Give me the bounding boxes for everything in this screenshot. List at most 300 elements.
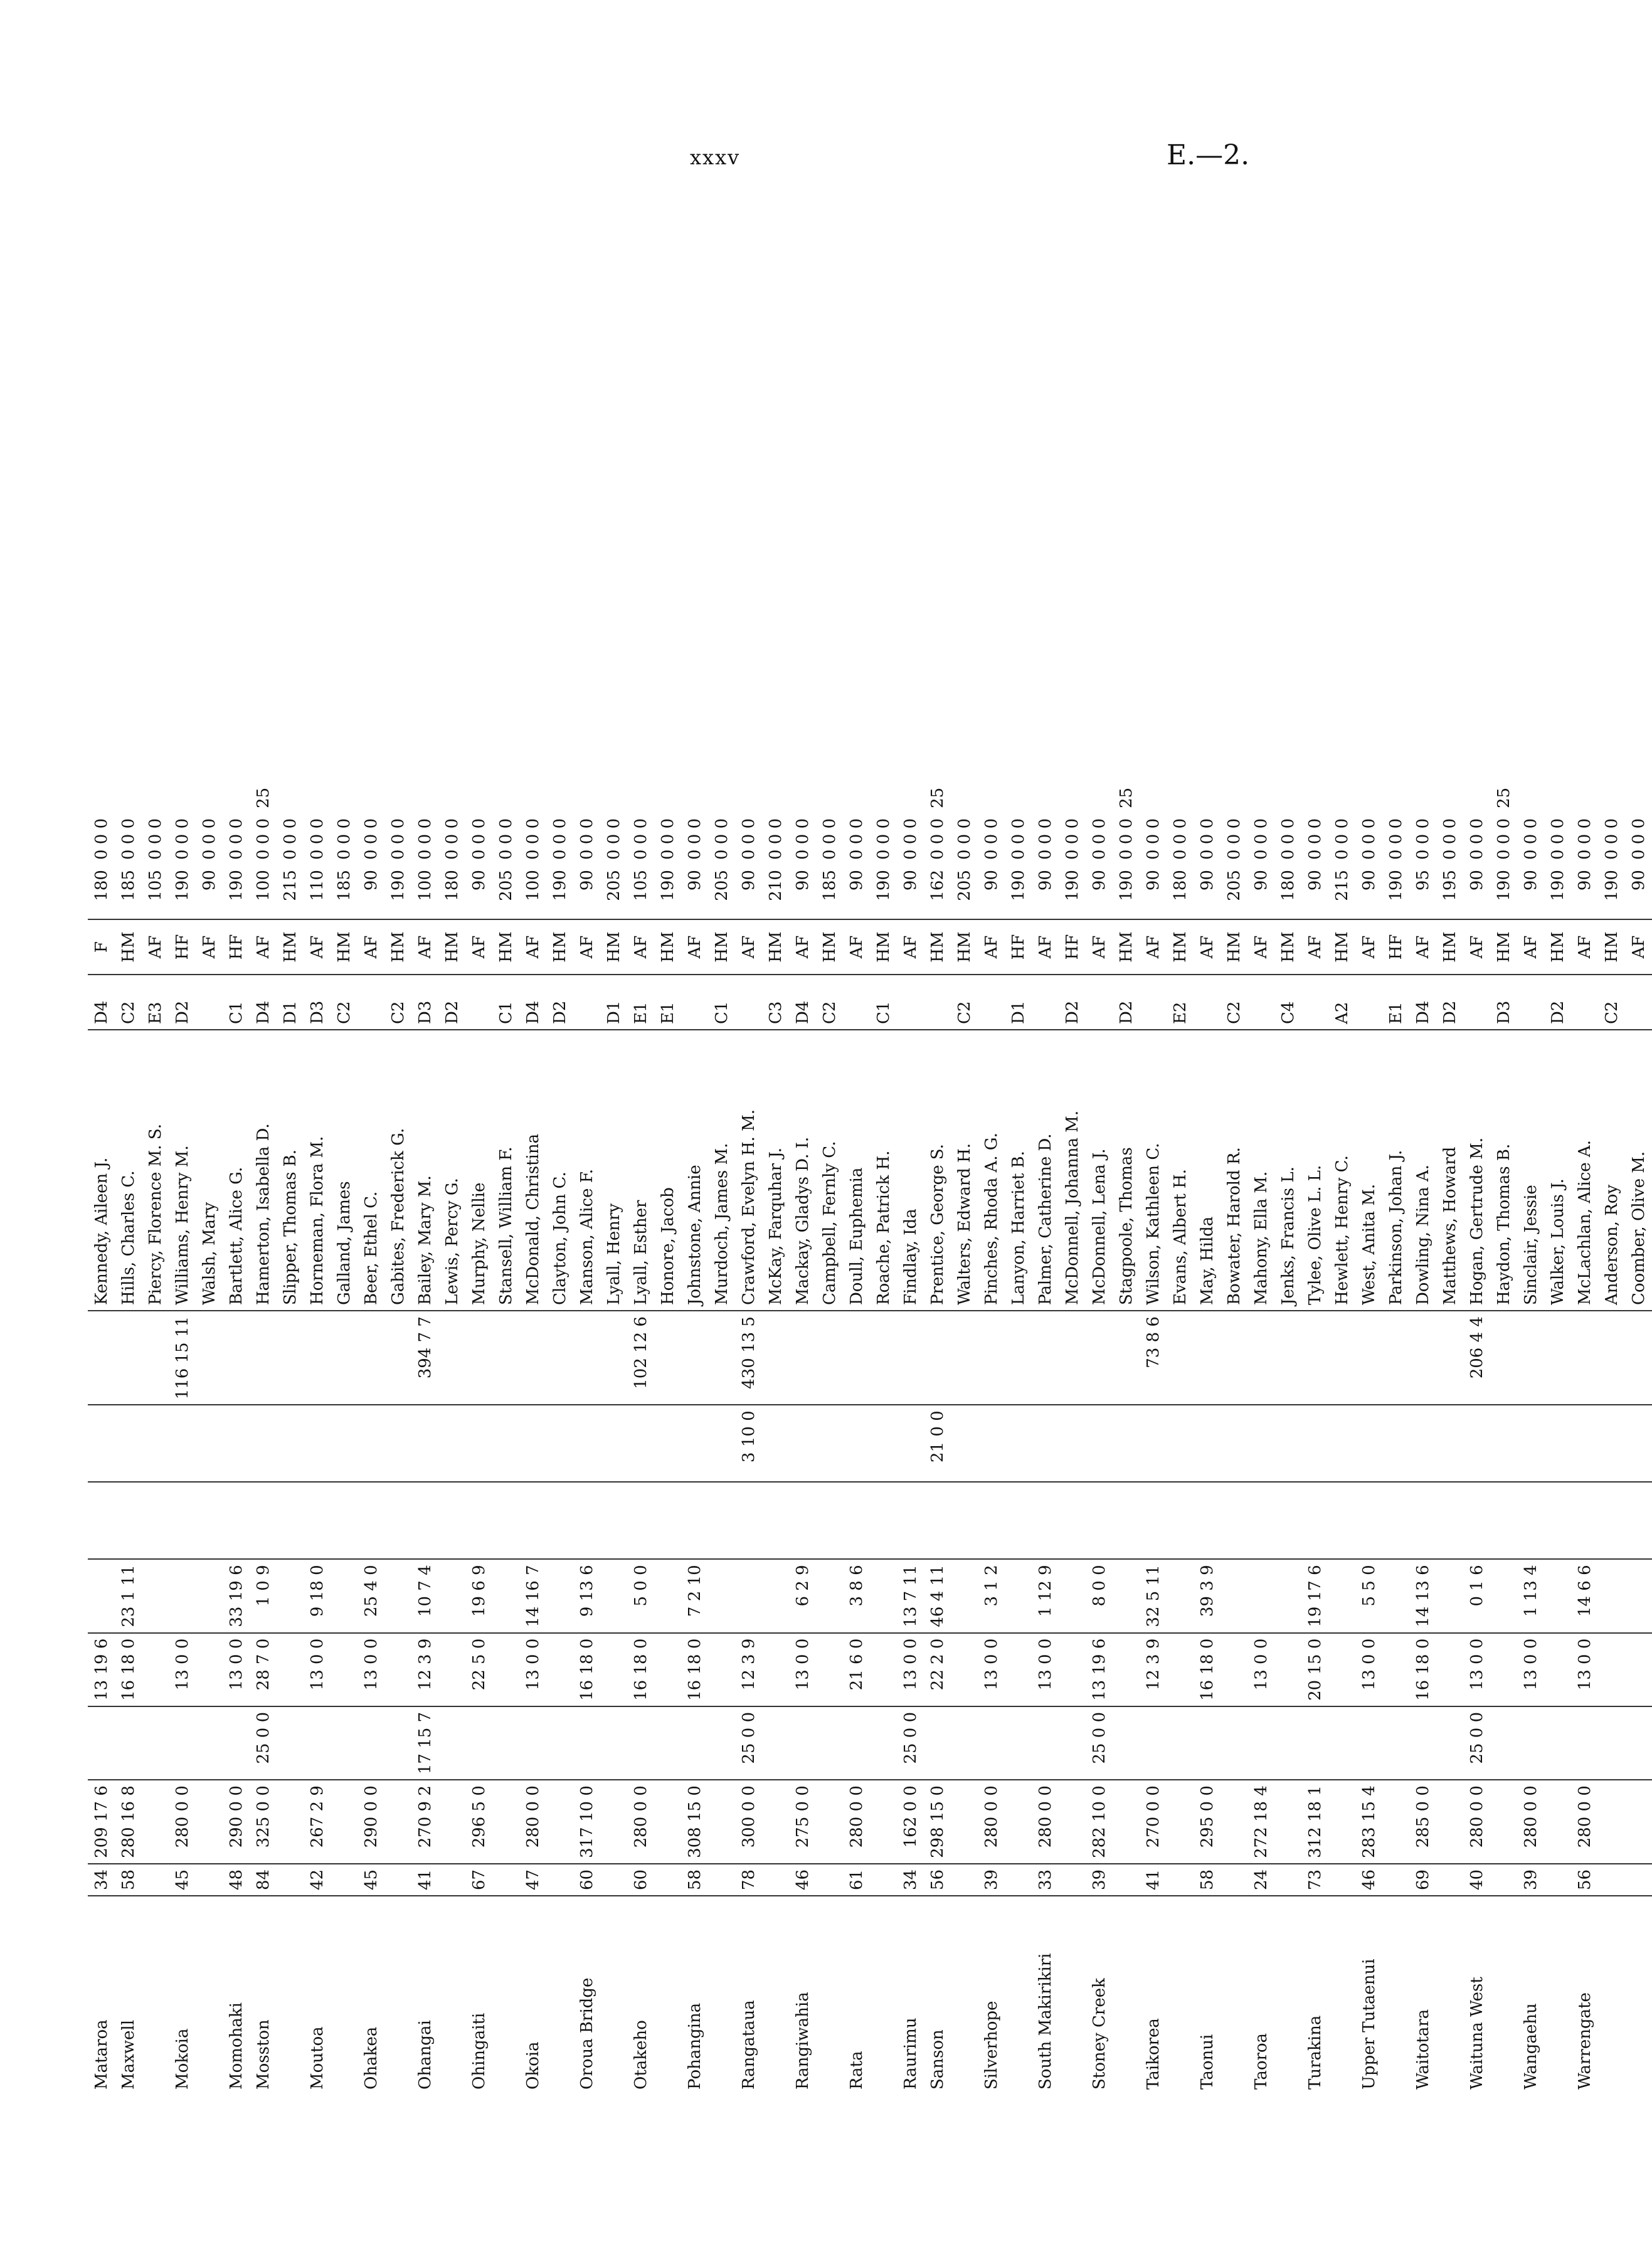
cell-tail <box>1517 703 1544 813</box>
cell-salary: 205 <box>951 865 978 919</box>
table-row <box>924 703 951 2095</box>
cell-oth: 3 1 2 <box>978 1559 1005 1632</box>
cell-n1 <box>357 1311 384 1405</box>
cell-extra: 0 0 0 <box>604 818 623 860</box>
cell-teacher: Kennedy, Aileen J. <box>88 1030 115 1311</box>
cell-tail: 25 <box>253 787 273 808</box>
report-reference: E.—2. <box>1167 139 1250 171</box>
cell-salary: 100 <box>411 865 438 919</box>
cell-extra: 0 0 0 <box>1116 818 1136 860</box>
cell-tail <box>465 703 492 813</box>
table-row <box>600 703 627 2095</box>
cell-fee: 13 0 0 <box>978 1633 1005 1706</box>
table-row <box>304 703 331 2095</box>
cell-amt <box>277 1780 304 1864</box>
cell-school: Taikorea <box>1143 2018 1163 2090</box>
cell-pos: AF <box>196 919 223 975</box>
cell-pos: HM <box>492 919 519 975</box>
cell-extra: 0 0 0 <box>1521 818 1540 860</box>
table-row <box>1086 703 1113 2095</box>
cell-grade: C1 <box>708 975 735 1030</box>
cell-oth: 46 4 11 <box>924 1559 951 1632</box>
cell-fee: 16 18 0 <box>681 1633 708 1706</box>
cell-amt <box>142 1780 169 1864</box>
cell-salary: 190 <box>1598 865 1625 919</box>
cell-fee: 22 5 0 <box>465 1633 492 1706</box>
cell-school <box>384 1896 411 2095</box>
cell-e2 <box>331 1405 357 1482</box>
cell-extra: 0 0 0 <box>982 818 1001 860</box>
cell-avg: 41 <box>411 1864 438 1896</box>
cell-e1 <box>1463 1482 1490 1559</box>
cell-bld <box>627 1706 654 1780</box>
table-row <box>654 703 681 2095</box>
cell-pos: AF <box>1517 919 1544 975</box>
cell-salary: 100 <box>250 865 277 919</box>
cell-school <box>1598 1896 1625 2095</box>
cell-oth <box>1220 1559 1247 1632</box>
cell-e2 <box>1571 1405 1598 1482</box>
cell-grade: A2 <box>1328 975 1355 1030</box>
cell-pos: HM <box>277 919 304 975</box>
cell-school <box>1220 1896 1247 2095</box>
table-row <box>789 703 816 2095</box>
cell-pos: HM <box>384 919 411 975</box>
cell-e1 <box>1059 1482 1086 1559</box>
cell-teacher: Wilson, Kathleen C. <box>1140 1030 1167 1311</box>
cell-school: Waituna West <box>1467 1977 1486 2090</box>
cell-extra: 0 0 0 <box>874 818 893 860</box>
cell-pos: AF <box>1140 919 1167 975</box>
cell-pos: HF <box>1382 919 1409 975</box>
cell-extra: 0 0 0 <box>1224 818 1244 860</box>
cell-school: Rangataua <box>739 2000 758 2090</box>
table-row <box>492 703 519 2095</box>
table-row <box>411 703 438 2095</box>
cell-avg: 58 <box>115 1864 142 1896</box>
cell-salary: 90 <box>1194 865 1220 919</box>
cell-e2 <box>546 1405 573 1482</box>
cell-school: Momohaki <box>226 2002 246 2090</box>
table-row <box>1328 703 1355 2095</box>
cell-fee <box>708 1633 735 1706</box>
cell-extra: 0 0 0 <box>1602 818 1621 860</box>
cell-extra: 0 0 0 <box>1278 818 1298 860</box>
cell-bld <box>1194 1706 1220 1780</box>
page-number: xxxv <box>690 145 741 169</box>
cell-n1 <box>708 1311 735 1405</box>
cell-salary: 180 <box>1167 865 1194 919</box>
cell-grade: C3 <box>762 975 789 1030</box>
cell-extra: 0 0 0 <box>1575 818 1594 860</box>
cell-teacher: Tylee, Olive L. L. <box>1301 1030 1328 1311</box>
cell-school: Stoney Creek <box>1089 1978 1109 2090</box>
table-row <box>1005 703 1032 2095</box>
cell-salary: 95 <box>1409 865 1436 919</box>
cell-school: South Makirikiri <box>1035 1953 1055 2090</box>
cell-e2 <box>1490 1405 1517 1482</box>
cell-tail <box>897 703 924 813</box>
cell-avg: 56 <box>1571 1864 1598 1896</box>
cell-fee <box>1328 1633 1355 1706</box>
cell-salary: 90 <box>1247 865 1274 919</box>
cell-n1: 206 4 4 <box>1463 1311 1490 1405</box>
cell-extra: 0 0 0 <box>496 818 516 860</box>
cell-teacher: Walsh, Mary <box>196 1030 223 1311</box>
cell-oth <box>1490 1559 1517 1632</box>
cell-tail <box>438 703 465 813</box>
cell-teacher: Piercy, Florence M. S. <box>142 1030 169 1311</box>
cell-grade <box>1571 975 1598 1030</box>
cell-e1 <box>1140 1482 1167 1559</box>
cell-teacher: Slipper, Thomas B. <box>277 1030 304 1311</box>
cell-grade: E1 <box>627 975 654 1030</box>
cell-amt <box>1059 1780 1086 1864</box>
cell-salary: 190 <box>654 865 681 919</box>
cell-teacher: Matthews, Howard <box>1436 1030 1463 1311</box>
cell-extra: 0 0 0 <box>1413 818 1432 860</box>
cell-fee <box>951 1633 978 1706</box>
cell-n1 <box>654 1311 681 1405</box>
cell-bld <box>1167 1706 1194 1780</box>
cell-school: Rata <box>847 2051 866 2090</box>
cell-avg: 40 <box>1463 1864 1490 1896</box>
cell-grade: D2 <box>1436 975 1463 1030</box>
cell-avg <box>816 1864 843 1896</box>
cell-amt: 267 2 9 <box>304 1780 331 1864</box>
cell-pos: AF <box>573 919 600 975</box>
cell-e2 <box>304 1405 331 1482</box>
cell-bld <box>88 1706 115 1780</box>
cell-teacher: Honore, Jacob <box>654 1030 681 1311</box>
cell-extra: 0 0 0 <box>1170 818 1190 860</box>
cell-grade: E3 <box>142 975 169 1030</box>
cell-avg: 67 <box>465 1864 492 1896</box>
cell-e2 <box>411 1405 438 1482</box>
cell-school <box>438 1896 465 2095</box>
cell-grade: D4 <box>789 975 816 1030</box>
cell-teacher: Hills, Charles C. <box>115 1030 142 1311</box>
cell-bld <box>1517 1706 1544 1780</box>
table-row <box>1167 703 1194 2095</box>
cell-salary: 90 <box>1301 865 1328 919</box>
cell-salary: 190 <box>169 865 196 919</box>
cell-salary: 210 <box>762 865 789 919</box>
cell-fee <box>277 1633 304 1706</box>
cell-avg: 34 <box>88 1864 115 1896</box>
cell-amt <box>951 1780 978 1864</box>
cell-e2: 3 10 0 <box>735 1405 762 1482</box>
cell-oth <box>654 1559 681 1632</box>
cell-e1 <box>1301 1482 1328 1559</box>
cell-n1 <box>762 1311 789 1405</box>
cell-amt <box>196 1780 223 1864</box>
cell-fee <box>331 1633 357 1706</box>
cell-n1: 394 7 7 <box>411 1311 438 1405</box>
cell-e1 <box>1409 1482 1436 1559</box>
cell-amt <box>1220 1780 1247 1864</box>
cell-tail <box>1436 703 1463 813</box>
cell-salary: 190 <box>1059 865 1086 919</box>
cell-fee <box>492 1633 519 1706</box>
cell-pos: HM <box>951 919 978 975</box>
cell-n1 <box>1517 1311 1544 1405</box>
cell-teacher: Bailey, Mary M. <box>411 1030 438 1311</box>
cell-school: Okoia <box>523 2041 543 2090</box>
table-row <box>357 703 384 2095</box>
table-row <box>681 703 708 2095</box>
table-row <box>897 703 924 2095</box>
table-row <box>1355 703 1382 2095</box>
cell-oth: 39 3 9 <box>1194 1559 1220 1632</box>
cell-grade <box>1247 975 1274 1030</box>
cell-n1 <box>277 1311 304 1405</box>
cell-pos: AF <box>1194 919 1220 975</box>
cell-avg <box>1598 1864 1625 1896</box>
cell-school <box>1059 1896 1086 2095</box>
cell-extra: 0 0 0 <box>1305 818 1325 860</box>
cell-teacher: Mackay, Gladys D. I. <box>789 1030 816 1311</box>
cell-tail <box>1005 703 1032 813</box>
cell-teacher: Parkinson, Johan J. <box>1382 1030 1409 1311</box>
cell-oth <box>1274 1559 1301 1632</box>
cell-oth: 13 7 11 <box>897 1559 924 1632</box>
cell-n1 <box>600 1311 627 1405</box>
cell-oth <box>384 1559 411 1632</box>
table-row <box>115 703 142 2095</box>
cell-fee <box>546 1633 573 1706</box>
cell-avg: 78 <box>735 1864 762 1896</box>
cell-n1 <box>1167 1311 1194 1405</box>
cell-n1 <box>223 1311 250 1405</box>
cell-oth: 25 4 0 <box>357 1559 384 1632</box>
cell-amt: 270 0 0 <box>1140 1780 1167 1864</box>
cell-school <box>1274 1896 1301 2095</box>
cell-teacher: Dowling, Nina A. <box>1409 1030 1436 1311</box>
cell-grade: C2 <box>331 975 357 1030</box>
cell-e2 <box>843 1405 870 1482</box>
cell-tail <box>816 703 843 813</box>
cell-pos: HM <box>1113 919 1140 975</box>
cell-extra: 0 0 0 <box>119 818 138 860</box>
cell-teacher: Coomber, Olive M. <box>1625 1030 1652 1311</box>
cell-e1 <box>897 1482 924 1559</box>
cell-bld <box>142 1706 169 1780</box>
cell-fee <box>1598 1633 1625 1706</box>
cell-teacher: Findlay, Ida <box>897 1030 924 1311</box>
cell-amt <box>1005 1780 1032 1864</box>
cell-fee: 13 0 0 <box>223 1633 250 1706</box>
cell-salary: 90 <box>1463 865 1490 919</box>
cell-avg <box>331 1864 357 1896</box>
cell-teacher: Doull, Euphemia <box>843 1030 870 1311</box>
cell-pos: HM <box>762 919 789 975</box>
cell-school <box>546 1896 573 2095</box>
cell-e1 <box>1544 1482 1571 1559</box>
cell-n1: 116 15 11 <box>169 1311 196 1405</box>
cell-school: Raurimu <box>901 2017 920 2090</box>
cell-oth <box>600 1559 627 1632</box>
cell-teacher: Campbell, Fernly C. <box>816 1030 843 1311</box>
cell-n1: 73 8 6 <box>1140 1311 1167 1405</box>
cell-fee: 13 0 0 <box>789 1633 816 1706</box>
cell-pos: AF <box>1086 919 1113 975</box>
cell-oth: 6 2 9 <box>789 1559 816 1632</box>
cell-avg <box>600 1864 627 1896</box>
school-staff-table <box>88 245 1648 2095</box>
cell-pos: AF <box>1463 919 1490 975</box>
cell-e2 <box>519 1405 546 1482</box>
cell-school <box>1544 1896 1571 2095</box>
cell-amt: 280 0 0 <box>843 1780 870 1864</box>
cell-tail <box>1598 703 1625 813</box>
cell-school: Pohangina <box>685 2002 704 2090</box>
cell-e1 <box>142 1482 169 1559</box>
cell-tail <box>384 703 411 813</box>
cell-n1 <box>519 1311 546 1405</box>
cell-extra: 0 0 0 <box>685 818 704 860</box>
cell-avg: 60 <box>627 1864 654 1896</box>
cell-pos: AF <box>1032 919 1059 975</box>
cell-n1 <box>789 1311 816 1405</box>
cell-teacher: West, Anita M. <box>1355 1030 1382 1311</box>
cell-avg <box>1490 1864 1517 1896</box>
cell-grade: C2 <box>951 975 978 1030</box>
table-row <box>1571 703 1598 2095</box>
cell-salary: 185 <box>331 865 357 919</box>
cell-oth: 9 13 6 <box>573 1559 600 1632</box>
cell-e1 <box>573 1482 600 1559</box>
cell-e2 <box>816 1405 843 1482</box>
cell-oth <box>762 1559 789 1632</box>
cell-bld <box>1301 1706 1328 1780</box>
table-row <box>1409 703 1436 2095</box>
cell-teacher: Sinclair, Jessie <box>1517 1030 1544 1311</box>
cell-extra: 0 0 0 <box>1440 818 1459 860</box>
cell-e2 <box>492 1405 519 1482</box>
cell-fee: 16 18 0 <box>1409 1633 1436 1706</box>
cell-grade: D1 <box>277 975 304 1030</box>
cell-n1 <box>1598 1311 1625 1405</box>
cell-bld: 25 0 0 <box>1086 1706 1113 1780</box>
cell-avg: 45 <box>357 1864 384 1896</box>
cell-e2 <box>681 1405 708 1482</box>
cell-e1 <box>654 1482 681 1559</box>
cell-e2 <box>1113 1405 1140 1482</box>
cell-school <box>196 1896 223 2095</box>
cell-oth <box>169 1559 196 1632</box>
cell-extra: 0 0 0 <box>442 818 462 860</box>
cell-oth: 7 2 10 <box>681 1559 708 1632</box>
cell-salary: 190 <box>384 865 411 919</box>
cell-e1 <box>196 1482 223 1559</box>
cell-bld <box>465 1706 492 1780</box>
cell-n1 <box>1571 1311 1598 1405</box>
cell-school: Taoroa <box>1251 2033 1271 2090</box>
cell-e1 <box>1625 1482 1652 1559</box>
cell-avg <box>1220 1864 1247 1896</box>
cell-n1 <box>88 1311 115 1405</box>
table-row <box>1463 703 1490 2095</box>
cell-pos: HM <box>438 919 465 975</box>
cell-amt <box>1274 1780 1301 1864</box>
cell-e1 <box>304 1482 331 1559</box>
cell-e2 <box>1517 1405 1544 1482</box>
cell-oth: 8 0 0 <box>1086 1559 1113 1632</box>
cell-fee: 13 0 0 <box>1463 1633 1490 1706</box>
cell-teacher: McDonnell, Johanna M. <box>1059 1030 1086 1311</box>
cell-bld <box>654 1706 681 1780</box>
cell-tail <box>196 703 223 813</box>
cell-extra: 0 0 0 <box>1251 818 1271 860</box>
cell-amt <box>870 1780 897 1864</box>
cell-extra: 0 0 0 <box>1629 818 1648 860</box>
cell-e1 <box>1517 1482 1544 1559</box>
cell-n1 <box>1301 1311 1328 1405</box>
cell-e2 <box>1167 1405 1194 1482</box>
cell-avg <box>1625 1864 1652 1896</box>
cell-amt: 283 15 4 <box>1355 1780 1382 1864</box>
cell-salary: 195 <box>1436 865 1463 919</box>
cell-fee: 13 0 0 <box>897 1633 924 1706</box>
cell-fee: 16 18 0 <box>115 1633 142 1706</box>
cell-fee: 13 0 0 <box>1032 1633 1059 1706</box>
cell-avg: 60 <box>573 1864 600 1896</box>
table-row <box>438 703 465 2095</box>
table-row <box>708 703 735 2095</box>
cell-oth: 10 7 4 <box>411 1559 438 1632</box>
cell-n1 <box>843 1311 870 1405</box>
cell-avg <box>1059 1864 1086 1896</box>
cell-amt <box>1328 1780 1355 1864</box>
cell-grade: D3 <box>1490 975 1517 1030</box>
cell-e2 <box>870 1405 897 1482</box>
cell-pos: AF <box>627 919 654 975</box>
cell-bld <box>277 1706 304 1780</box>
cell-grade: C1 <box>870 975 897 1030</box>
cell-n1 <box>1625 1311 1652 1405</box>
cell-fee: 13 0 0 <box>357 1633 384 1706</box>
cell-extra: 0 0 0 <box>793 818 812 860</box>
cell-e2 <box>1005 1405 1032 1482</box>
cell-extra: 0 0 0 <box>631 818 650 860</box>
cell-school <box>708 1896 735 2095</box>
cell-extra: 0 0 0 <box>1143 818 1163 860</box>
cell-school: Waitotara <box>1413 2009 1432 2090</box>
cell-e1 <box>789 1482 816 1559</box>
cell-tail <box>951 703 978 813</box>
cell-avg: 58 <box>681 1864 708 1896</box>
cell-extra: 0 0 0 <box>469 818 489 860</box>
cell-pos: HM <box>870 919 897 975</box>
cell-pos: AF <box>735 919 762 975</box>
cell-pos: AF <box>1571 919 1598 975</box>
cell-bld <box>169 1706 196 1780</box>
cell-school: Ohingaiti <box>469 2012 489 2090</box>
cell-extra: 0 0 0 <box>766 818 785 860</box>
cell-grade <box>897 975 924 1030</box>
cell-pos: HF <box>1059 919 1086 975</box>
cell-e2 <box>573 1405 600 1482</box>
cell-tail <box>1167 703 1194 813</box>
cell-tail <box>1194 703 1220 813</box>
cell-salary: 90 <box>1086 865 1113 919</box>
cell-e2 <box>1625 1405 1652 1482</box>
cell-e1 <box>762 1482 789 1559</box>
cell-school <box>1436 1896 1463 2095</box>
cell-school <box>277 1896 304 2095</box>
cell-amt <box>1382 1780 1409 1864</box>
